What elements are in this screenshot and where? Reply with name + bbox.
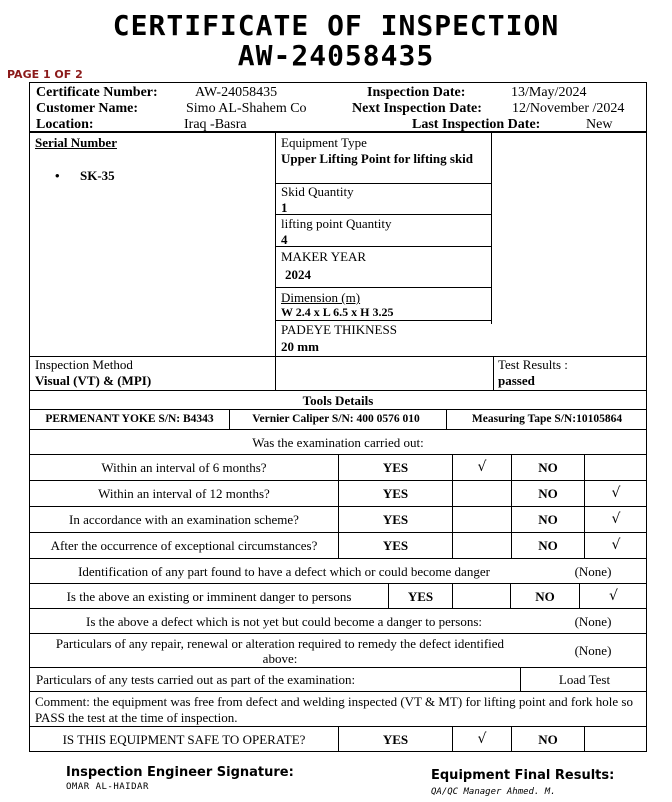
maker-year-label: MAKER YEAR xyxy=(281,249,367,264)
no-check-icon: √ xyxy=(611,511,621,527)
yes-check-icon: √ xyxy=(477,459,487,475)
comment-row xyxy=(29,692,647,727)
test-results-value: passed xyxy=(498,373,535,388)
danger-no-check-icon: √ xyxy=(609,587,618,604)
equipment-type-label: Equipment Type xyxy=(281,135,367,150)
next-date-value: 12/November /2024 xyxy=(512,101,625,116)
defect-not-yet-row xyxy=(29,609,647,634)
danger-row xyxy=(29,584,647,609)
defect-identification-label: Identification of any part found to have a defect which or could become danger xyxy=(78,563,490,579)
repair-label: Particulars of any repair, renewal or alteration required to remedy the defect identified above: xyxy=(55,635,505,666)
yes-check-icon xyxy=(453,507,511,532)
safe-no: NO xyxy=(538,731,558,747)
danger-yes: YES xyxy=(407,588,434,604)
tests-row xyxy=(29,668,647,692)
inspection-date-value: 13/May/2024 xyxy=(511,85,587,100)
exam-row-yes: YES xyxy=(382,460,409,475)
exam-row-yes: YES xyxy=(382,512,409,527)
certificate-number-title: AW-24058435 xyxy=(237,39,435,72)
yes-check-icon xyxy=(453,481,511,506)
padeye-label: PADEYE THIKNESS xyxy=(281,322,397,337)
no-check-icon: √ xyxy=(611,537,621,553)
lifting-point-qty-value: 4 xyxy=(281,232,288,247)
repair-row xyxy=(29,634,647,668)
header-block xyxy=(29,82,647,132)
exam-row-yes: YES xyxy=(382,538,409,553)
page-indicator: PAGE 1 OF 2 xyxy=(7,68,83,81)
repair-value: (None) xyxy=(574,643,612,658)
exam-row xyxy=(29,454,647,481)
last-date-label: Last Inspection Date: xyxy=(412,117,541,132)
customer-value: Simo AL-Shahem Co xyxy=(186,101,307,116)
safe-yes-check-icon: √ xyxy=(477,730,487,747)
danger-label: Is the above an existing or imminent danger to persons xyxy=(66,588,352,604)
skid-qty-value: 1 xyxy=(281,200,288,215)
next-date-label: Next Inspection Date: xyxy=(352,101,482,116)
defect-not-yet-value: (None) xyxy=(574,613,612,629)
yes-check-icon xyxy=(453,533,511,558)
maker-year-value: 2024 xyxy=(285,267,311,282)
exam-row-no: NO xyxy=(538,460,558,475)
comment-text: Comment: the equipment was free from defect and welding inspected (VT & MT) for lifting point and fork hole so PASS the test at the time of inspection. xyxy=(35,694,633,725)
skid-qty-label: Skid Quantity xyxy=(281,184,354,199)
padeye-value: 20 mm xyxy=(281,339,319,354)
cert-number-value: AW-24058435 xyxy=(195,85,278,100)
tests-value: Load Test xyxy=(558,672,611,687)
cert-number-label: Certificate Number: xyxy=(36,85,158,100)
exam-row-no: NO xyxy=(538,512,558,527)
manager-name: QA/QC Manager Ahmed. M. xyxy=(431,787,556,797)
exam-row-label: After the occurrence of exceptional circumstances? xyxy=(50,538,318,553)
exam-row xyxy=(29,481,647,507)
exam-row xyxy=(29,533,647,559)
engineer-name: OMAR AL-HAIDAR xyxy=(66,782,149,792)
serial-bullet: • xyxy=(55,168,60,183)
equipment-type-value: Upper Lifting Point for lifting skid xyxy=(281,151,474,166)
tape-serial: Measuring Tape S/N:10105864 xyxy=(471,413,623,425)
final-results-label: Equipment Final Results: xyxy=(431,768,615,783)
exam-row xyxy=(29,507,647,533)
lifting-point-qty-label: lifting point Quantity xyxy=(281,216,392,231)
tests-label: Particulars of any tests carried out as part of the examination: xyxy=(36,672,356,687)
tools-title-row xyxy=(29,390,647,410)
engineer-signature-label: Inspection Engineer Signature: xyxy=(66,765,294,780)
certificate-title: CERTIFICATE OF INSPECTION xyxy=(112,9,560,42)
no-check-icon xyxy=(585,455,647,480)
exam-row-label: Within an interval of 6 months? xyxy=(101,460,267,475)
defect-identification-value: (None) xyxy=(574,563,612,579)
exam-question: Was the examination carried out: xyxy=(252,434,424,450)
dimension-label: Dimension (m) xyxy=(281,290,361,305)
yoke-serial: PERMENANT YOKE S/N: B4343 xyxy=(45,413,214,425)
inspection-method-label: Inspection Method xyxy=(35,357,133,372)
inspection-method-value: Visual (VT) & (MPI) xyxy=(35,373,152,388)
safe-label: IS THIS EQUIPMENT SAFE TO OPERATE? xyxy=(62,731,306,747)
defect-identification-row xyxy=(29,559,647,584)
exam-question-row xyxy=(29,429,647,455)
defect-not-yet-label: Is the above a defect which is not yet but could become a danger to persons: xyxy=(85,613,482,629)
danger-no: NO xyxy=(535,588,555,604)
inspection-date-label: Inspection Date: xyxy=(367,85,466,100)
location-value: Iraq -Basra xyxy=(184,117,247,132)
exam-row-label: Within an interval of 12 months? xyxy=(98,486,270,501)
tools-title: Tools Details xyxy=(302,392,374,408)
serial-number-label: Serial Number xyxy=(35,135,117,150)
test-results-label: Test Results : xyxy=(498,357,568,372)
exam-row-label: In accordance with an examination scheme? xyxy=(69,512,299,527)
no-check-icon: √ xyxy=(611,485,621,501)
serial-number-value: SK-35 xyxy=(80,168,115,183)
customer-label: Customer Name: xyxy=(36,101,138,116)
exam-row-yes: YES xyxy=(382,486,409,501)
caliper-serial: Vernier Caliper S/N: 400 0576 010 xyxy=(252,413,420,425)
location-label: Location: xyxy=(36,117,94,132)
safe-yes: YES xyxy=(382,731,409,747)
dimension-value: W 2.4 x L 6.5 x H 3.25 xyxy=(281,305,394,319)
tools-row xyxy=(29,409,647,430)
last-date-value: New xyxy=(586,117,613,132)
exam-row-no: NO xyxy=(538,486,558,501)
exam-row-no: NO xyxy=(538,538,558,553)
safe-to-operate-row xyxy=(29,727,647,752)
